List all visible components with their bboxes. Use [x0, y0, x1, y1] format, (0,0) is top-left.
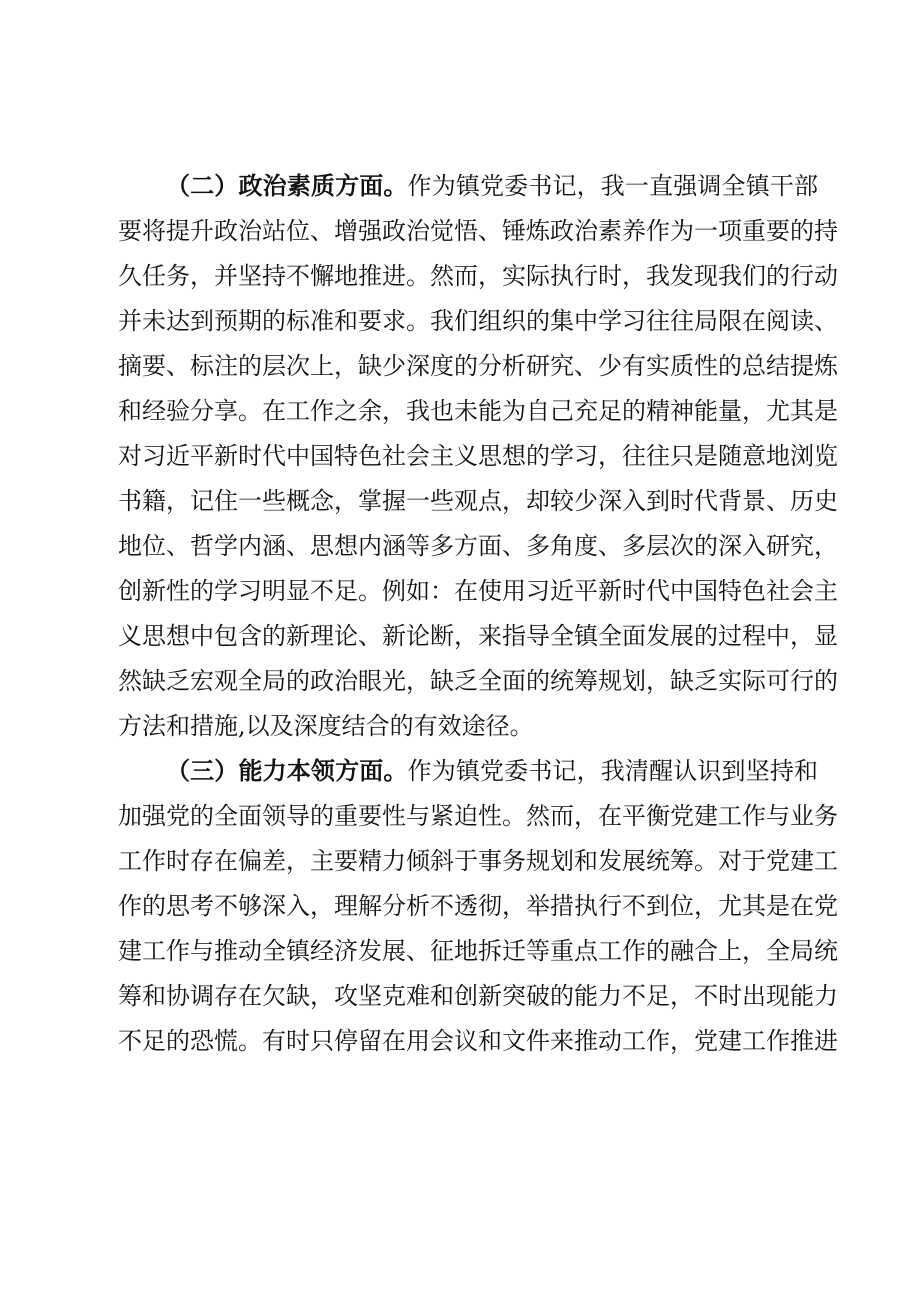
section2-line: 摘要、标注的层次上，缺少深度的分析研究、少有实质性的总结提炼	[118, 352, 838, 380]
section2-line: 地位、哲学内涵、思想内涵等多方面、多角度、多层次的深入研究，	[118, 532, 838, 560]
section2-line: 书籍，记住一些概念，掌握一些观点，却较少深入到时代背景、历史	[118, 487, 838, 515]
section3-line: 作的思考不够深入，理解分析不透彻，举措执行不到位，尤其是在党	[118, 892, 838, 920]
section2-line: 方法和措施,以及深度结合的有效途径。	[118, 712, 534, 740]
section3-line: 加强党的全面领导的重要性与紧迫性。然而，在平衡党建工作与业务	[118, 802, 838, 830]
section3-heading: （三）能力本领方面。	[166, 756, 408, 785]
section3-line: 工作时存在偏差，主要精力倾斜于事务规划和发展统筹。对于党建工	[118, 847, 838, 875]
section3-first-line-text: 作为镇党委书记，我清醒认识到坚持和	[407, 757, 819, 785]
section2-heading: （二）政治素质方面。	[166, 171, 408, 200]
section2-line: 对习近平新时代中国特色社会主义思想的学习，往往只是随意地浏览	[118, 442, 838, 470]
section2-line: 然缺乏宏观全局的政治眼光，缺乏全面的统筹规划，缺乏实际可行的	[118, 667, 838, 695]
section2-line: 义思想中包含的新理论、新论断，来指导全镇全面发展的过程中，显	[118, 622, 838, 650]
section2-line: 并未达到预期的标准和要求。我们组织的集中学习往往局限在阅读、	[118, 307, 838, 335]
section3-line: 不足的恐慌。有时只停留在用会议和文件来推动工作，党建工作推进	[118, 1027, 838, 1055]
section3-line: 建工作与推动全镇经济发展、征地拆迁等重点工作的融合上，全局统	[118, 937, 838, 965]
section2-line: 要将提升政治站位、增强政治觉悟、锤炼政治素养作为一项重要的持	[118, 217, 838, 245]
section2-line: 创新性的学习明显不足。例如：在使用习近平新时代中国特色社会主	[118, 577, 838, 605]
section2-line: 久任务，并坚持不懈地推进。然而，实际执行时，我发现我们的行动	[118, 262, 838, 290]
section2-first-line-text: 作为镇党委书记，我一直强调全镇干部	[407, 172, 819, 200]
section2-first-line	[166, 166, 818, 206]
section3-line: 筹和协调存在欠缺，攻坚克难和创新突破的能力不足，不时出现能力	[118, 982, 838, 1010]
section3-first-line	[166, 751, 818, 791]
section2-line: 和经验分享。在工作之余，我也未能为自己充足的精神能量，尤其是	[118, 397, 838, 425]
